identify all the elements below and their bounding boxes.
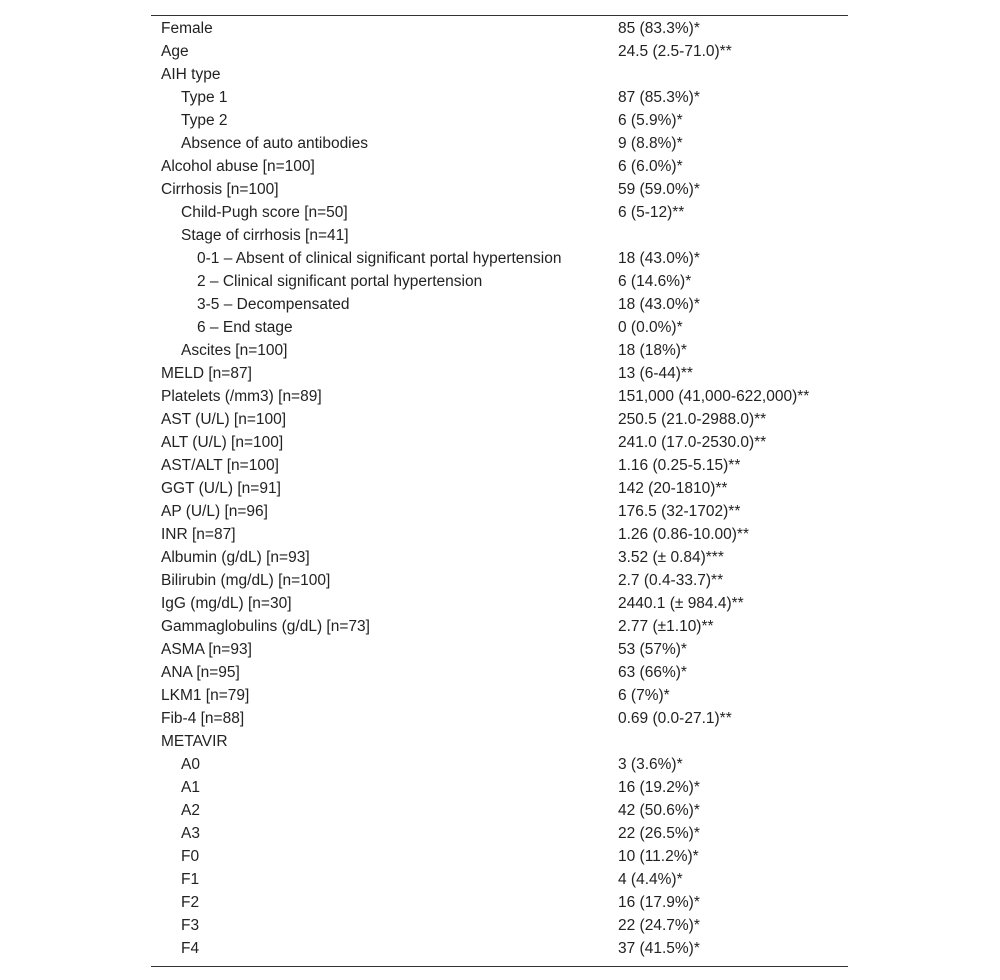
row-value: 151,000 (41,000-622,000)** (618, 388, 810, 405)
table-row (151, 247, 848, 270)
row-label: 0-1 – Absent of clinical significant portal hypertension (197, 250, 562, 267)
table-body (151, 16, 848, 960)
row-value: 250.5 (21.0-2988.0)** (618, 411, 767, 428)
row-value: 24.5 (2.5-71.0)** (618, 43, 732, 60)
row-value: 18 (43.0%)* (618, 250, 700, 267)
row-value: 6 (7%)* (618, 687, 670, 704)
row-value: 176.5 (32-1702)** (618, 503, 741, 520)
row-label: 3-5 – Decompensated (197, 296, 350, 313)
row-label: Stage of cirrhosis [n=41] (181, 227, 349, 244)
row-value: 1.16 (0.25-5.15)** (618, 457, 741, 474)
table-row (151, 799, 848, 822)
row-label: Type 2 (181, 112, 228, 129)
row-label: ALT (U/L) [n=100] (161, 434, 284, 451)
row-label: Albumin (g/dL) [n=93] (161, 549, 310, 566)
row-value: 87 (85.3%)* (618, 89, 700, 106)
table-row (151, 201, 848, 224)
table-row (151, 17, 848, 40)
row-label: Alcohol abuse [n=100] (161, 158, 315, 175)
row-label: F0 (181, 848, 200, 865)
row-value: 18 (43.0%)* (618, 296, 700, 313)
row-label: LKM1 [n=79] (161, 687, 250, 704)
row-value: 37 (41.5%)* (618, 940, 700, 957)
row-label: Type 1 (181, 89, 228, 106)
row-label: IgG (mg/dL) [n=30] (161, 595, 292, 612)
row-label: F4 (181, 940, 200, 957)
row-value: 22 (26.5%)* (618, 825, 700, 842)
row-label: MELD [n=87] (161, 365, 252, 382)
table-row (151, 385, 848, 408)
row-value: 16 (17.9%)* (618, 894, 700, 911)
row-label: F3 (181, 917, 200, 934)
row-label: ANA [n=95] (161, 664, 240, 681)
table-row (151, 500, 848, 523)
row-label: A0 (181, 756, 200, 773)
table-row (151, 569, 848, 592)
row-value: 16 (19.2%)* (618, 779, 700, 796)
row-label: 6 – End stage (197, 319, 293, 336)
row-value: 59 (59.0%)* (618, 181, 700, 198)
row-label: Child-Pugh score [n=50] (181, 204, 348, 221)
bottom-rule (151, 966, 848, 967)
table-row (151, 132, 848, 155)
table-row (151, 868, 848, 891)
table-row (151, 753, 848, 776)
row-value: 6 (5.9%)* (618, 112, 683, 129)
row-value: 0 (0.0%)* (618, 319, 683, 336)
row-label: Platelets (/mm3) [n=89] (161, 388, 322, 405)
row-value: 142 (20-1810)** (618, 480, 728, 497)
table-row (151, 293, 848, 316)
table-row (151, 477, 848, 500)
table-row (151, 684, 848, 707)
row-label: AP (U/L) [n=96] (161, 503, 268, 520)
table-row (151, 891, 848, 914)
row-label: Age (161, 43, 189, 60)
row-value: 3 (3.6%)* (618, 756, 683, 773)
row-label: Ascites [n=100] (181, 342, 288, 359)
row-label: A2 (181, 802, 200, 819)
table-row (151, 362, 848, 385)
row-value: 63 (66%)* (618, 664, 687, 681)
row-label: Bilirubin (mg/dL) [n=100] (161, 572, 331, 589)
table-row (151, 431, 848, 454)
row-value: 85 (83.3%)* (618, 20, 700, 37)
row-value: 10 (11.2%)* (618, 848, 699, 865)
row-value: 2440.1 (± 984.4)** (618, 595, 744, 612)
row-value: 42 (50.6%)* (618, 802, 700, 819)
table-row (151, 914, 848, 937)
row-value: 13 (6-44)** (618, 365, 693, 382)
row-label: AIH type (161, 66, 221, 83)
table-row (151, 178, 848, 201)
row-label: Fib-4 [n=88] (161, 710, 245, 727)
row-value: 9 (8.8%)* (618, 135, 683, 152)
row-label: F2 (181, 894, 200, 911)
table-row (151, 316, 848, 339)
table-row (151, 615, 848, 638)
characteristics-table (151, 15, 848, 967)
row-value: 241.0 (17.0-2530.0)** (618, 434, 767, 451)
row-value: 6 (5-12)** (618, 204, 685, 221)
table-row (151, 408, 848, 431)
row-label: F1 (181, 871, 200, 888)
row-label: Gammaglobulins (g/dL) [n=73] (161, 618, 370, 635)
row-label: Absence of auto antibodies (181, 135, 368, 152)
table-row (151, 546, 848, 569)
row-label: A3 (181, 825, 200, 842)
table-row (151, 86, 848, 109)
row-value: 53 (57%)* (618, 641, 687, 658)
table-row (151, 224, 848, 247)
table-row (151, 776, 848, 799)
row-value: 3.52 (± 0.84)*** (618, 549, 724, 566)
table-row (151, 523, 848, 546)
row-value: 22 (24.7%)* (618, 917, 700, 934)
table-row (151, 638, 848, 661)
table-row (151, 339, 848, 362)
row-value: 2.7 (0.4-33.7)** (618, 572, 724, 589)
row-label: A1 (181, 779, 200, 796)
row-value: 4 (4.4%)* (618, 871, 683, 888)
table-row (151, 730, 848, 753)
table-row (151, 845, 848, 868)
row-value: 6 (6.0%)* (618, 158, 683, 175)
table-row (151, 109, 848, 132)
row-value: 0.69 (0.0-27.1)** (618, 710, 732, 727)
row-value: 2.77 (±1.10)** (618, 618, 714, 635)
row-label: INR [n=87] (161, 526, 236, 543)
row-value: 18 (18%)* (618, 342, 687, 359)
row-value: 1.26 (0.86-10.00)** (618, 526, 749, 543)
table-row (151, 822, 848, 845)
table-row (151, 454, 848, 477)
row-label: METAVIR (161, 733, 228, 750)
table-row (151, 40, 848, 63)
table-row (151, 707, 848, 730)
row-label: Female (161, 20, 213, 37)
table-row (151, 270, 848, 293)
table-row (151, 937, 848, 960)
row-label: GGT (U/L) [n=91] (161, 480, 281, 497)
row-label: Cirrhosis [n=100] (161, 181, 279, 198)
row-value: 6 (14.6%)* (618, 273, 692, 290)
row-label: 2 – Clinical significant portal hypertension (197, 273, 483, 290)
row-label: ASMA [n=93] (161, 641, 252, 658)
table-row (151, 592, 848, 615)
table-row (151, 63, 848, 86)
row-label: AST/ALT [n=100] (161, 457, 279, 474)
table-row (151, 155, 848, 178)
row-label: AST (U/L) [n=100] (161, 411, 287, 428)
table-row (151, 661, 848, 684)
